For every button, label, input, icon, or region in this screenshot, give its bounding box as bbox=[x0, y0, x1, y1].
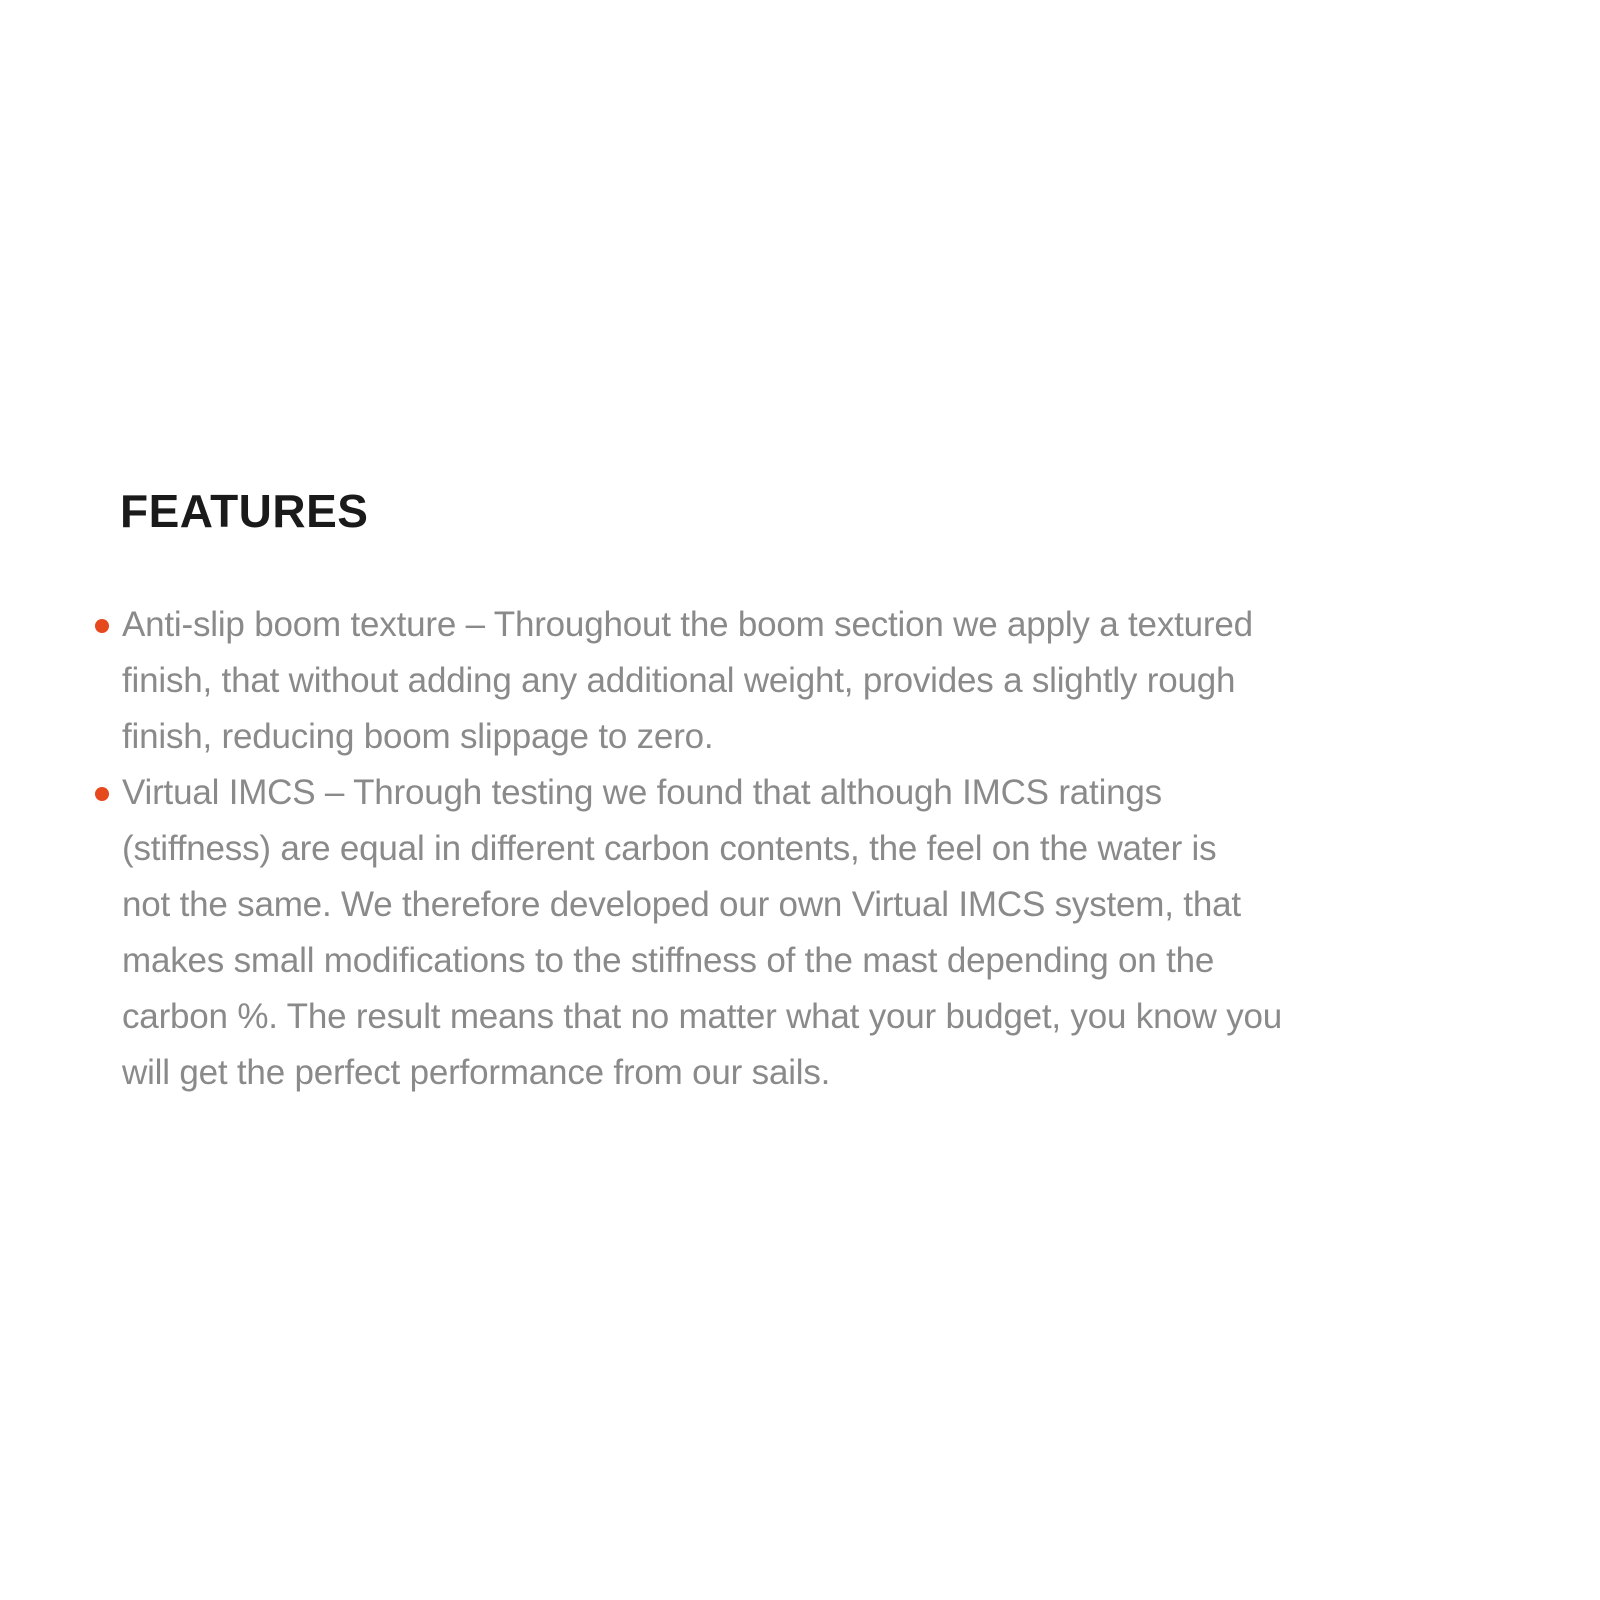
feature-text bbox=[122, 597, 1253, 765]
bullet-line: makes small modifications to the stiffness of the mast depending on the bbox=[122, 941, 1215, 980]
section-heading-features: FEATURES bbox=[120, 485, 369, 538]
bullet-line: finish, that without adding any additional weight, provides a slightly rough bbox=[122, 661, 1236, 700]
bullet-line: Virtual IMCS – Through testing we found that although IMCS ratings bbox=[122, 773, 1162, 812]
bullet-line: not the same. We therefore developed our own Virtual IMCS system, that bbox=[122, 885, 1241, 924]
bullet-line: Anti-slip boom texture – Throughout the boom section we apply a textured bbox=[122, 605, 1253, 644]
bullet-line: will get the perfect performance from our sails. bbox=[122, 1053, 831, 1092]
feature-text bbox=[122, 765, 1282, 1101]
feature-list bbox=[95, 597, 1535, 1101]
bullet-line: (stiffness) are equal in different carbon contents, the feel on the water is bbox=[122, 829, 1217, 868]
bullet-line: finish, reducing boom slippage to zero. bbox=[122, 717, 714, 756]
feature-item-virtual-imcs bbox=[95, 765, 1535, 1101]
feature-item-anti-slip bbox=[95, 597, 1535, 765]
bullet-line: carbon %. The result means that no matter what your budget, you know you bbox=[122, 997, 1283, 1036]
bullet-dot-icon bbox=[95, 619, 109, 633]
bullet-dot-icon bbox=[95, 787, 109, 801]
